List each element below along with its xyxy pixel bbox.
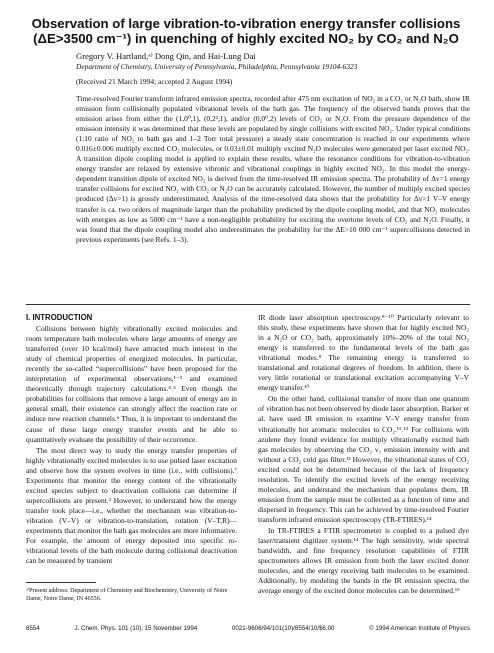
section-divider xyxy=(26,304,470,305)
body-paragraph: IR diode laser absorption spectroscopy.⁸⁻¹⁰ Particularly relevant to this study, these experiments have shown that for highly excited NO₂ in a N₂O or CO₂ bath, approximately 10%–20% of the total NO₂ energy is transferred to the fundamental levels of the bath gas vibrational modes.⁸ The remaining energy is transferred to translational and rotational degrees of freedom. In addition, there is very little rotational or translational excitation accompanying V–V energy transfer.¹⁰ xyxy=(258,313,469,393)
title-line-1: Observation of large vibration-to-vibration energy transfer collisions xyxy=(31,16,461,31)
received-dates: (Received 21 March 1994; accepted 2 August 1994) xyxy=(76,77,233,86)
body-paragraph: In TR-FTIRES a FTIR spectrometer is coupled to a pulsed dye laser/transient digitizer system.¹⁴ The high sensitivity, wide spectral bandwidth, and fine frequency resolution capabilities of FTIR spectrometers allows IR emission from both the laser excited donor molecules, and the energy receiving bath molecules to be examined. Additionally, by modeling the bands in the IR emission spectra, the average energy of the excited donor molecules can be determined.¹⁵ xyxy=(258,525,469,596)
body-paragraph: The most direct way to study the energy transfer properties of highly vibrationally excited molecules is to use pulsed laser excitation and observe how the system evolves in time (i.e., with collisions).⁷ Experiments that monitor the energy content of the vibrationally excited species subject to deactivation collisions can determine if supercollisions are present.³ However, to understand how the energy transfer took place—i.e., whether the mechanism was vibration-to-vibration (V–V) or vibration-to-translation, rotation (V–T,R)—experiments that monitor the bath gas molecules are more informative. For example, the amount of energy deposited into specific ro-vibrational levels of the bath molecule during collisional deactivation can be measured by transient xyxy=(26,445,237,566)
body-paragraph: On the other hand, collisional transfer of more than one quantum of vibration has not been observed by diode laser absorption. Barker et al. have used IR emission to examine V–V energy transfer from vibrationally hot aromatic molecules to CO₂.¹¹˒¹² For collisions with azulene they found evidence for multiply vibrationally excited bath gas molecules by observing the CO₂ ν₃ emission intensity with and without a CO₂ cold gas filter.¹³ However, the vibrational states of CO₂ excited could not be determined because of the lack of frequency resolution. To identify the excited levels of the energy receiving molecules, and understand the mechanism that populates them, IR emission from the sample must be collected as a function of time and dispersed in frequency. This can be achieved by time-resolved Fourier transform infrared emission spectroscopy (TR-FTIRES).¹⁴ xyxy=(258,394,469,524)
title-line-2: (ΔE>3500 cm⁻¹) in quenching of highly excited NO₂ by CO₂ and N₂O xyxy=(33,31,459,46)
page-number: 8554 xyxy=(26,625,40,632)
footnote-divider xyxy=(26,582,96,583)
left-column xyxy=(26,313,237,566)
article-code: 0021-9606/94/101(10)/8554/10/$6.00 xyxy=(231,625,335,632)
copyright: © 1994 American Institute of Physics xyxy=(369,625,470,632)
footnote: ᵃ⁾Present address: Department of Chemistry and Biochemistry, University of Notre Dame, Notre Dame, IN 46556. xyxy=(26,588,228,602)
author-list: Gregory V. Hartland,ᵃ⁾ Dong Qin, and Hai-Lung Dai xyxy=(76,51,256,61)
page-footer xyxy=(26,625,470,632)
body-paragraph: Collisions between highly vibrationally excited molecules and room temperature bath molecules where large amounts of energy are transferred (over 10 kcal/mol) have attracted much interest in the study of chemical properties of energized molecules. In particular, recently the so-called “supercollisions” have been proposed for the interpretation of experimental observations,¹⁻³ and examined theoretically through trajectory calculations.⁴˒⁵ Even though the probabilities for collisions that remove a large amount of energy are in general small, their existence can strongly affect the reaction rate or induce new reaction channels.⁶ Thus, it is important to understand the cause of these large energy transfer events and be able to quantitatively evaluate the possibility of their occurrence. xyxy=(26,324,237,444)
right-column xyxy=(258,313,469,596)
abstract: Time-resolved Fourier transform infrared emission spectra, recorded after 475 nm excitation of NO₂ in a CO₂ or N₂O bath, show IR emission from collisionally populated vibrational levels of the bath gas. The frequency of the observed bands proves that the emission arises from either the (1,0⁰,1), (0,2²,1), and/or (0,0⁰,2) levels of CO₂ or N₂O. From the pressure dependence of the emission intensity it was determined that these levels are populated by single collisions with excited NO₂. Under typical conditions (1:10 ratio of NO₂ to bath gas and 1–2 Torr total pressure) a steady state concentration is reached in our experiments where 0.016±0.006 multiply excited CO₂ molecules, or 0.03±0.01 multiply excited N₂O molecules were generated per laser excited NO₂. A transition dipole coupling model is applied to explain these results, where the resonance conditions for vibration-to-vibration energy transfer are relaxed by extensive vibronic and vibrational couplings in highly excited NO₂. In this model the energy-dependent transition dipole of excited NO₂ is derived from the time-resolved IR emission spectra. The probability of Δv=1 energy transfer collisions for excited NO₂ with CO₂ or N₂O can be accurately calculated. However, the number of multiply excited species produced (Δv>1) is grossly underestimated. Analysis of the time-resolved data shows that the probability for Δv>1 V–V energy transfer is ca. two orders of magnitude larger than the probability predicted by the dipole coupling model, and that NO₂ molecules with energies as low as 5000 cm⁻¹ have a non-negligible probability for exciting the overtone levels of CO₂ and N₂O. Finally, it was found that the dipole coupling model also underestimates the probability for the ΔE>10 000 cm⁻¹ supercollisions detected in previous experiments (see Refs. 1–3). xyxy=(76,94,470,244)
section-heading: I. INTRODUCTION xyxy=(26,313,93,322)
article-title xyxy=(26,16,466,46)
journal-citation: J. Chem. Phys. 101 (10), 15 November 1994 xyxy=(74,625,198,632)
affiliation: Department of Chemistry, University of Pennsylvania, Philadelphia, Pennsylvania 19104-6323 xyxy=(76,62,358,71)
